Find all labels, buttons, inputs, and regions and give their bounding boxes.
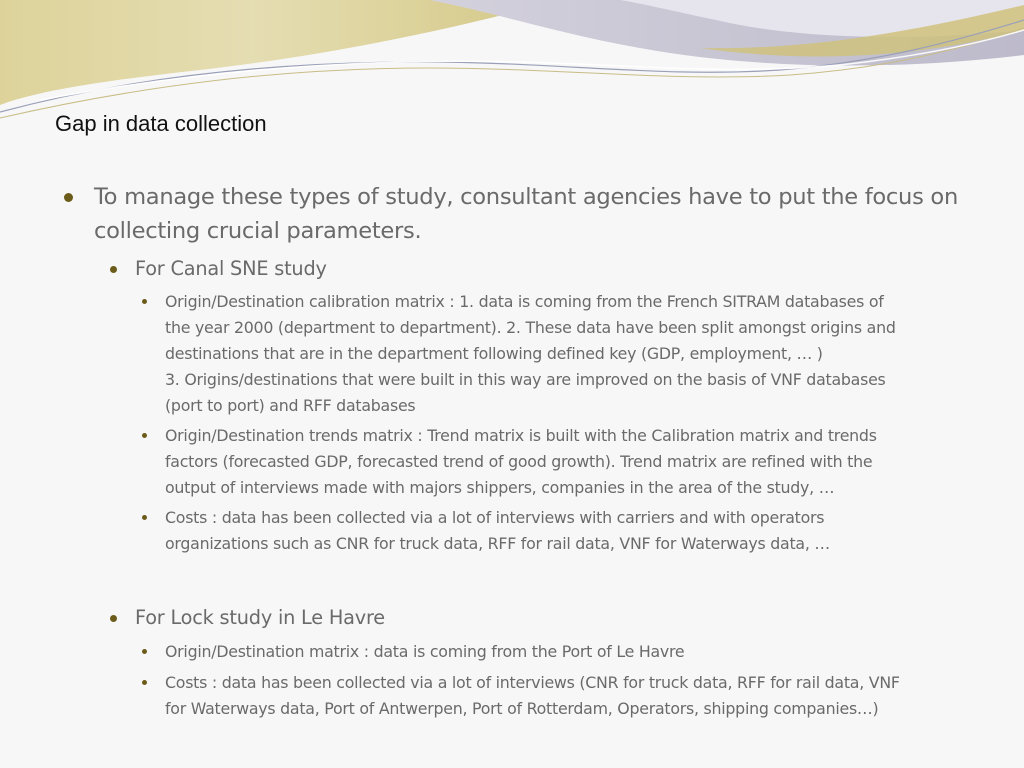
text-line: (port to port) and RFF databases [165, 396, 416, 415]
list-item-costs-canal [165, 505, 1005, 557]
text-line: 3. Origins/destinations that were built in this way are improved on the basis of VNF databases [165, 370, 886, 389]
text-line: Costs : data has been collected via a lot of interviews (CNR for truck data, RFF for rail data, VNF [165, 673, 900, 692]
text-line: collecting crucial parameters. [94, 218, 422, 244]
text-line: output of interviews made with majors shippers, companies in the area of the study, … [165, 478, 835, 497]
section-heading-lock-le-havre: For Lock study in Le Havre [135, 606, 385, 629]
section-heading-canal-sne: For Canal SNE study [135, 257, 327, 280]
text-line: To manage these types of study, consultant agencies have to put the focus on [94, 184, 958, 210]
bullet-level2 [110, 615, 117, 622]
text-line: for Waterways data, Port of Antwerpen, Port of Rotterdam, Operators, shipping companies…) [165, 699, 879, 718]
text-line: the year 2000 (department to department). 2. These data have been split amongst origins and [165, 318, 896, 337]
bullet-level2 [110, 266, 117, 273]
bullet-level3 [142, 680, 147, 685]
list-item-costs-havre [165, 670, 1005, 722]
list-item-calibration-matrix [165, 289, 1005, 419]
bullet-level3 [142, 649, 147, 654]
text-line: Origin/Destination calibration matrix : 1. data is coming from the French SITRAM databases of [165, 292, 884, 311]
text-line: Origin/Destination matrix : data is coming from the Port of Le Havre [165, 642, 685, 661]
bullet-level3 [142, 515, 147, 520]
bullet-level3 [142, 299, 147, 304]
bullet-level1 [64, 193, 73, 202]
bullet-level3 [142, 433, 147, 438]
list-item-trends-matrix [165, 423, 1005, 501]
text-line: destinations that are in the department following defined key (GDP, employment, … ) [165, 344, 823, 363]
slide-title: Gap in data collection [55, 111, 267, 136]
text-line: Costs : data has been collected via a lot of interviews with carriers and with operators [165, 508, 825, 527]
list-item-od-matrix-havre [165, 639, 1005, 665]
intro-paragraph [94, 180, 999, 248]
text-line: factors (forecasted GDP, forecasted trend of good growth). Trend matrix are refined with the [165, 452, 873, 471]
text-line: organizations such as CNR for truck data, RFF for rail data, VNF for Waterways data, … [165, 534, 830, 553]
text-line: Origin/Destination trends matrix : Trend matrix is built with the Calibration matrix and trends [165, 426, 877, 445]
